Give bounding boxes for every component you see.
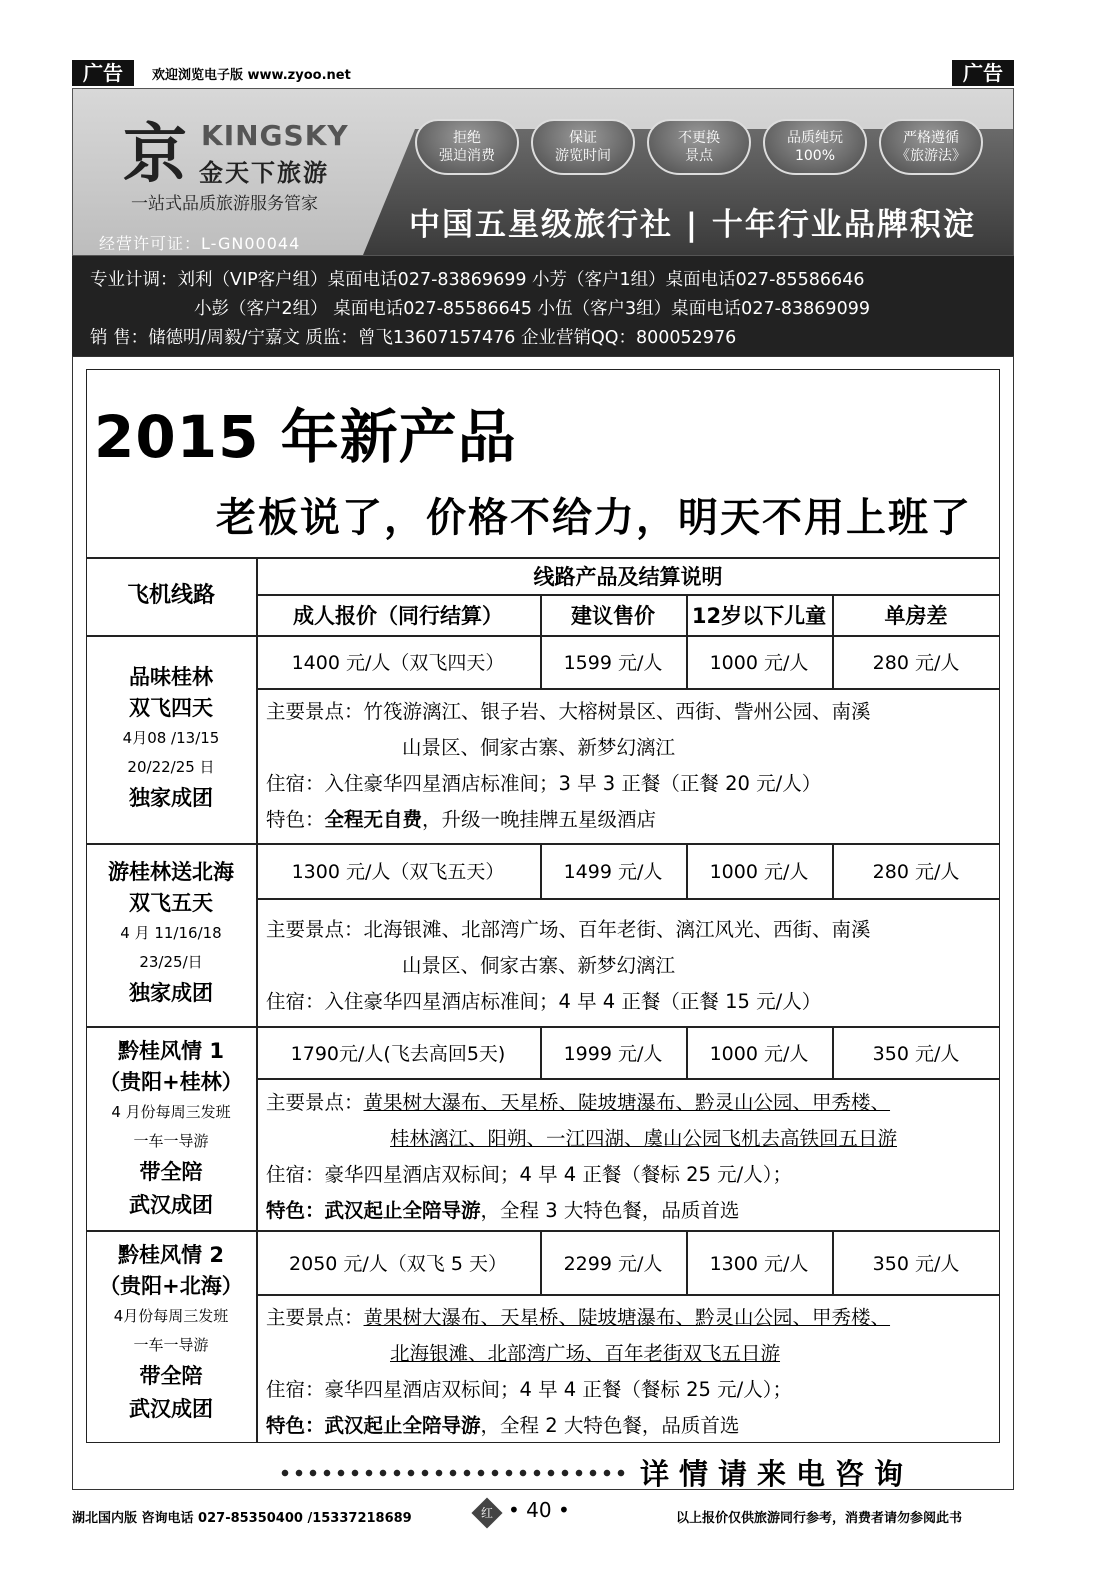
route-subtitle: 双飞五天 (129, 891, 213, 915)
price-retail: 1599 元/人 (563, 652, 663, 674)
spots-line: 竹筏游漓江、银子岩、大榕树景区、西街、訾州公园、南溪 (363, 700, 871, 723)
feature-text: ，全程 3 大特色餐，品质首选 (480, 1199, 740, 1222)
brand-tagline: 一站式品质旅游服务管家 (131, 194, 318, 214)
promise-badge-4 (763, 119, 867, 175)
route-tag: 武汉成团 (129, 1193, 213, 1217)
price-single: 350 元/人 (872, 1252, 960, 1275)
price-child: 1000 元/人 (709, 861, 809, 883)
spots-line: 桂林漓江、阳朔、一江四湖、虞山公园飞机去高铁回五日游 (390, 1127, 898, 1150)
route-dates: 20/22/25 日 (127, 758, 215, 776)
price-child: 1300 元/人 (709, 1252, 809, 1275)
price-single: 350 元/人 (872, 1042, 960, 1065)
col-header-group: 线路产品及结算说明 (533, 564, 723, 589)
price-single: 280 元/人 (872, 861, 960, 883)
feature-text: ，升级一晚挂牌五星级酒店 (422, 808, 657, 831)
col-header-route: 飞机线路 (126, 583, 215, 608)
route-spots (266, 1300, 890, 1336)
brand-name-en: KINGSKY (201, 119, 349, 152)
price-single: 280 元/人 (872, 652, 960, 674)
page-number: • 40 • (508, 1498, 570, 1522)
price-retail: 2299 元/人 (563, 1252, 663, 1275)
route-guide: 一车一导游 (133, 1336, 209, 1354)
route-title: 黔桂风情 1 (118, 1039, 224, 1063)
footer-right: 以上报价仅供旅游同行参考，消费者请勿参阅此书 (676, 1511, 963, 1526)
feature-text: ，全程 2 大特色餐，品质首选 (480, 1414, 740, 1437)
route-dates: 4月份每周三发班 (113, 1307, 229, 1325)
route-name-cell (86, 857, 256, 1010)
price-child: 1000 元/人 (709, 652, 809, 674)
route-dates: 4月08 /13/15 (122, 729, 220, 747)
promise-badge-line: 游览时间 (555, 148, 611, 164)
route-details (266, 1300, 890, 1444)
promise-badge-line: 强迫消费 (439, 148, 495, 164)
price-retail: 1999 元/人 (563, 1042, 663, 1065)
price-child: 1000 元/人 (709, 1042, 809, 1065)
route-title: 游桂林送北海 (108, 860, 234, 884)
table-divider (256, 898, 1000, 900)
route-name-cell (86, 1036, 256, 1222)
spots-line: 山景区、侗家古寨、新梦幻漓江 (402, 954, 676, 977)
route-tag: 独家成团 (129, 981, 213, 1005)
route-stay: 住宿：豪华四星酒店双标间；4 早 4 正餐（餐标 25 元/人）； (266, 1378, 792, 1401)
logo-icon: 京 (123, 117, 187, 192)
spots-label: 主要景点： (266, 918, 364, 941)
route-tag: 带全陪 (139, 1160, 203, 1184)
col-header-adult: 成人报价（同行结算） (293, 603, 503, 628)
table-divider (256, 688, 1000, 690)
route-title: 黔桂风情 2 (118, 1243, 224, 1267)
route-tag: 带全陪 (139, 1364, 203, 1388)
feature-highlight: 特色：武汉起止全陪导游 (266, 1414, 481, 1437)
route-spots (266, 1085, 897, 1121)
spots-label: 主要景点： (266, 1091, 364, 1114)
route-subtitle: （贵阳+桂林） (99, 1070, 243, 1094)
promise-badge-line: 景点 (685, 148, 713, 164)
table-divider (256, 1078, 1000, 1080)
brand-slogan: 中国五星级旅行社 | 十年行业品牌积淀 (409, 207, 976, 243)
spots-line: 北海银滩、北部湾广场、百年老街、漓江风光、西街、南溪 (363, 918, 871, 941)
page-subtitle: 老板说了，价格不给力，明天不用上班了 (216, 495, 972, 541)
route-name-cell (86, 662, 256, 815)
table-divider (256, 557, 258, 1442)
spots-line: 黄果树大瀑布、天星桥、陡坡塘瀑布、黔灵山公园、甲秀楼、 (363, 1091, 891, 1114)
route-details (266, 694, 871, 838)
dot-leader (278, 1468, 628, 1478)
spots-line: 山景区、侗家古寨、新梦幻漓江 (402, 736, 676, 759)
promise-badge-line: 品质纯玩 (787, 130, 843, 146)
price-adult: 1400 元/人（双飞四天） (291, 652, 505, 674)
promise-badge-line: 保证 (569, 130, 597, 146)
route-stay: 住宿：入住豪华四星酒店标准间；4 早 4 正餐（正餐 15 元/人） (266, 990, 822, 1013)
promise-badge-line: 《旅游法》 (896, 148, 966, 164)
license-number: 经营许可证：L-GN00044 (99, 234, 301, 253)
promise-badge-1 (415, 119, 519, 175)
route-dates: 4 月 11/16/18 (120, 924, 222, 942)
spots-line: 北海银滩、北部湾广场、百年老街双飞五日游 (390, 1342, 781, 1365)
section-badge-icon (471, 1497, 502, 1528)
price-adult: 1300 元/人（双飞五天） (291, 861, 505, 883)
contact-row: 小彭（客户2组） 桌面电话027-85586645 小伍（客户3组）桌面电话027-83869099 (194, 299, 870, 319)
feature-highlight: 特色：武汉起止全陪导游 (266, 1199, 481, 1222)
contact-strip (72, 256, 1014, 356)
spots-label: 主要景点： (266, 1306, 364, 1329)
feature-label: 特色： (266, 808, 325, 831)
promise-badge-2 (531, 119, 635, 175)
brand-banner (72, 88, 1014, 256)
table-divider (256, 1294, 1000, 1296)
contact-row: 专业计调：刘利（VIP客户组）桌面电话027-83869699 小芳（客户1组）桌面电话027-85586646 (90, 270, 865, 290)
route-tag: 独家成团 (129, 786, 213, 810)
promise-badge-line: 100% (794, 148, 836, 164)
promise-badge-3 (647, 119, 751, 175)
route-spots (266, 912, 871, 948)
route-details (266, 912, 871, 1020)
route-name-cell (86, 1240, 256, 1426)
route-spots (266, 694, 871, 730)
footer-left: 湖北国内版 咨询电话 027-85350400 /15337218689 (72, 1511, 412, 1526)
route-subtitle: 双飞四天 (129, 696, 213, 720)
route-dates: 23/25/日 (139, 953, 203, 971)
price-adult: 2050 元/人（双飞 5 天） (289, 1252, 507, 1275)
promise-badge-line: 严格遵循 (903, 130, 959, 146)
route-feature (266, 802, 871, 838)
route-title: 品味桂林 (129, 665, 213, 689)
route-details (266, 1085, 897, 1229)
route-tag: 武汉成团 (129, 1397, 213, 1421)
ad-tag-left: 广告 (72, 60, 134, 86)
price-retail: 1499 元/人 (563, 861, 663, 883)
ad-tag-right: 广告 (952, 60, 1014, 86)
col-header-single: 单房差 (884, 603, 948, 628)
promise-badge-line: 不更换 (678, 130, 720, 146)
promise-badge-line: 拒绝 (453, 130, 481, 146)
brand-name-cn: 金天下旅游 (199, 159, 329, 187)
call-to-action: 详情请来电咨询 (640, 1457, 914, 1491)
welcome-text[interactable]: 欢迎浏览电子版 www.zyoo.net (152, 68, 351, 83)
spots-line: 黄果树大瀑布、天星桥、陡坡塘瀑布、黔灵山公园、甲秀楼、 (363, 1306, 891, 1329)
page-title: 2015 年新产品 (94, 403, 517, 471)
route-stay: 住宿：豪华四星酒店双标间；4 早 4 正餐（餐标 25 元/人）； (266, 1163, 792, 1186)
price-adult: 1790元/人(飞去高回5天) (290, 1042, 506, 1065)
contact-row: 销 售：储德明/周毅/宁嘉文 质监：曾飞13607157476 企业营销QQ：800052976 (90, 328, 737, 348)
route-feature (266, 1193, 897, 1229)
route-stay: 住宿：入住豪华四星酒店标准间；3 早 3 正餐（正餐 20 元/人） (266, 772, 822, 795)
route-dates: 4 月份每周三发班 (111, 1103, 231, 1121)
route-feature (266, 1408, 890, 1444)
col-header-child: 12岁以下儿童 (691, 603, 827, 628)
promise-badge-5 (879, 119, 983, 175)
section-badge-text: 红 (480, 1505, 494, 1520)
route-guide: 一车一导游 (133, 1132, 209, 1150)
feature-highlight: 全程无自费 (324, 808, 423, 831)
route-subtitle: （贵阳+北海） (99, 1274, 243, 1298)
col-header-retail: 建议售价 (571, 603, 655, 628)
spots-label: 主要景点： (266, 700, 364, 723)
